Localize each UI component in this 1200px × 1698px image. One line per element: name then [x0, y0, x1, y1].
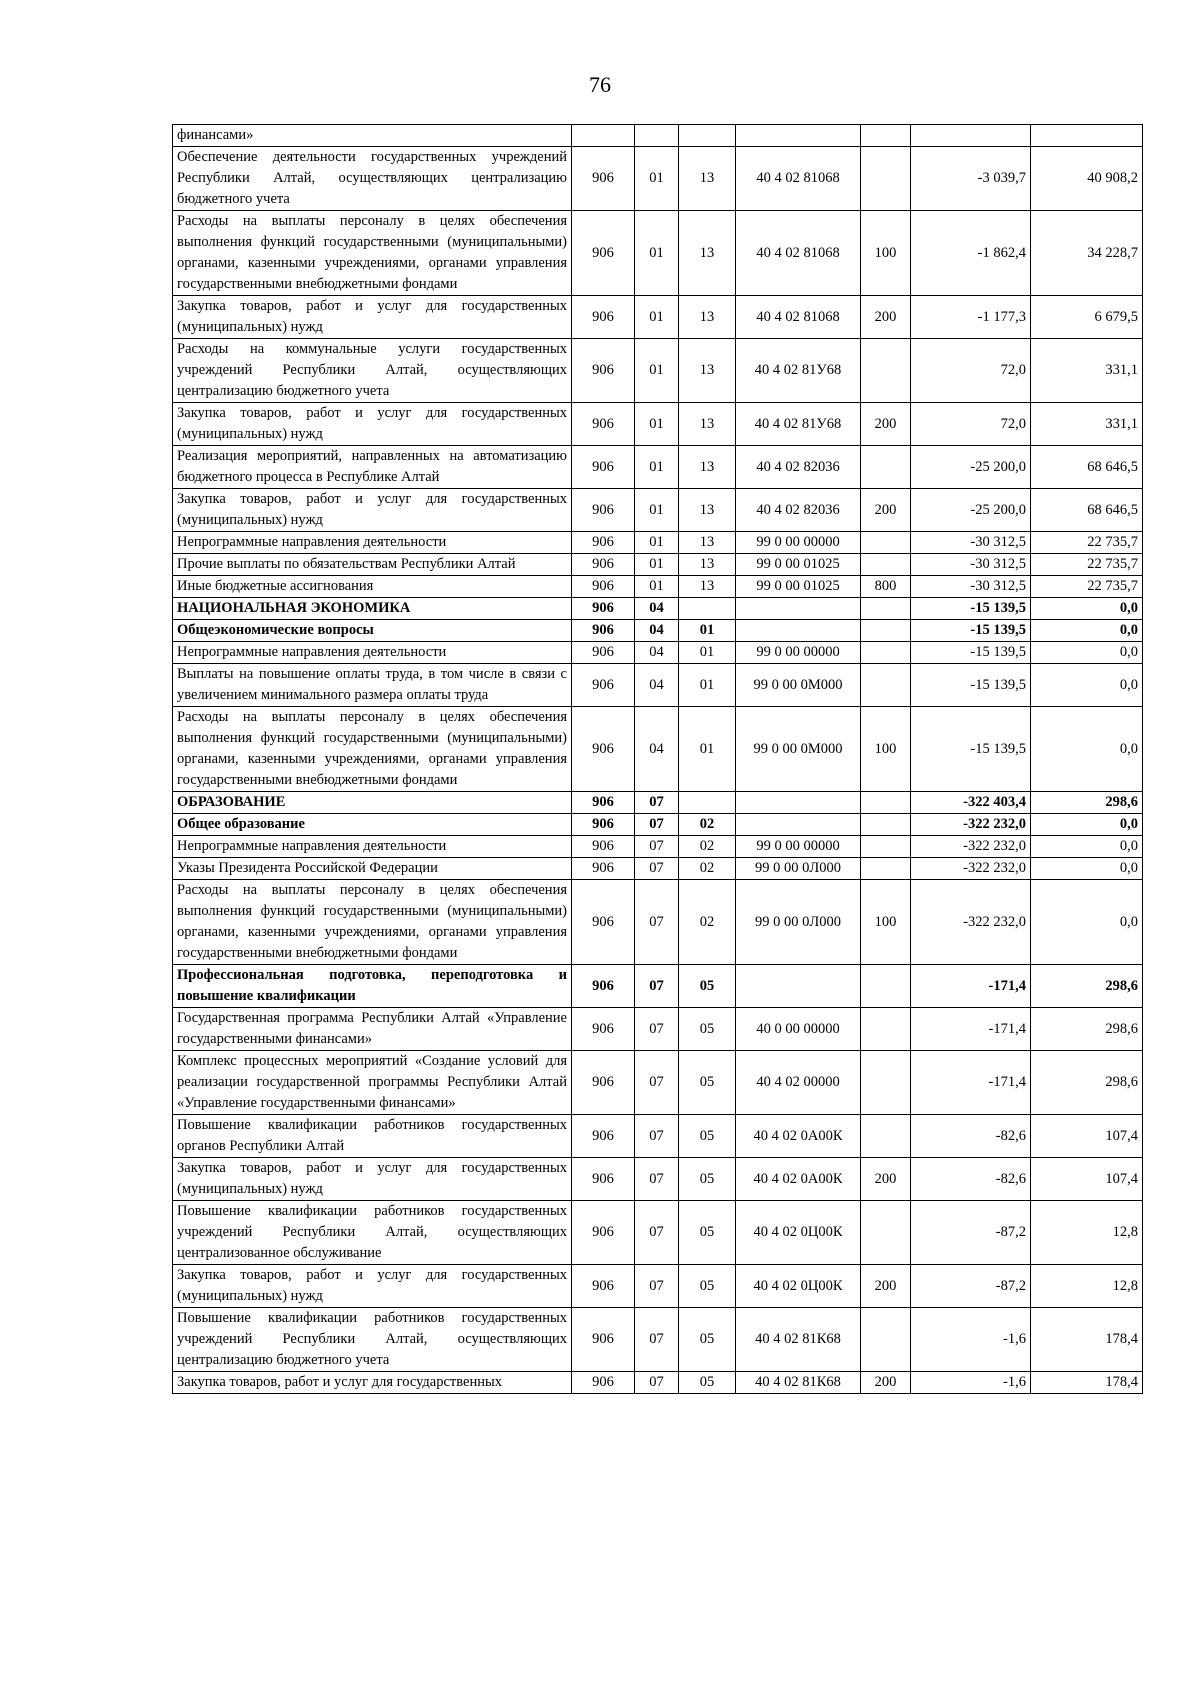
- row-amount-2: 331,1: [1031, 339, 1143, 403]
- table-row: [173, 296, 1143, 339]
- table-row: [173, 1372, 1143, 1394]
- table-row: [173, 211, 1143, 296]
- row-vr-code: [861, 1308, 911, 1372]
- row-vr-code: [861, 147, 911, 211]
- row-amount-2: 178,4: [1031, 1372, 1143, 1394]
- row-amount-1: -15 139,5: [911, 664, 1031, 707]
- row-name: Закупка товаров, работ и услуг для государственных (муниципальных) нужд: [173, 296, 572, 339]
- row-rz-code: 04: [635, 664, 679, 707]
- row-csr-code: 99 0 00 01025: [736, 554, 861, 576]
- row-gr-code: 906: [572, 642, 635, 664]
- row-csr-code: 40 4 02 81У68: [736, 339, 861, 403]
- row-rz-code: 07: [635, 1308, 679, 1372]
- row-amount-2: 0,0: [1031, 620, 1143, 642]
- table-row: [173, 576, 1143, 598]
- row-gr-code: 906: [572, 1201, 635, 1265]
- row-amount-2: 107,4: [1031, 1115, 1143, 1158]
- row-amount-1: -15 139,5: [911, 598, 1031, 620]
- row-rz-code: 01: [635, 576, 679, 598]
- row-amount-2: 331,1: [1031, 403, 1143, 446]
- table-row: [173, 147, 1143, 211]
- row-csr-code: 40 4 02 81К68: [736, 1372, 861, 1394]
- row-amount-1: -322 403,4: [911, 792, 1031, 814]
- row-amount-2: 22 735,7: [1031, 554, 1143, 576]
- row-amount-1: -30 312,5: [911, 532, 1031, 554]
- row-pr-code: 02: [679, 880, 736, 965]
- row-name: НАЦИОНАЛЬНАЯ ЭКОНОМИКА: [173, 598, 572, 620]
- row-amount-1: -171,4: [911, 1008, 1031, 1051]
- row-amount-1: -87,2: [911, 1265, 1031, 1308]
- row-rz-code: 01: [635, 211, 679, 296]
- row-rz-code: 01: [635, 147, 679, 211]
- row-gr-code: 906: [572, 664, 635, 707]
- row-amount-1: -1 862,4: [911, 211, 1031, 296]
- table-row: [173, 620, 1143, 642]
- row-amount-2: 298,6: [1031, 792, 1143, 814]
- row-vr-code: [861, 446, 911, 489]
- row-gr-code: 906: [572, 598, 635, 620]
- row-pr-code: 05: [679, 1158, 736, 1201]
- row-pr-code: 01: [679, 664, 736, 707]
- table-row: [173, 598, 1143, 620]
- row-amount-1: -171,4: [911, 965, 1031, 1008]
- row-vr-code: [861, 620, 911, 642]
- row-vr-code: 200: [861, 1265, 911, 1308]
- row-csr-code: 40 4 02 81У68: [736, 403, 861, 446]
- row-amount-1: 72,0: [911, 403, 1031, 446]
- row-vr-code: [861, 858, 911, 880]
- row-name: Расходы на выплаты персоналу в целях обеспечения выполнения функций государственными (муниципальными) органами, казенными учреждениями, органами управления государственными внебюджетными фондами: [173, 707, 572, 792]
- row-vr-code: [861, 642, 911, 664]
- row-pr-code: 13: [679, 446, 736, 489]
- table-row: [173, 1115, 1143, 1158]
- row-amount-1: -1,6: [911, 1372, 1031, 1394]
- row-csr-code: 40 4 02 81068: [736, 147, 861, 211]
- row-rz-code: 01: [635, 446, 679, 489]
- row-name: Непрограммные направления деятельности: [173, 532, 572, 554]
- row-pr-code: 13: [679, 532, 736, 554]
- row-csr-code: 99 0 00 01025: [736, 576, 861, 598]
- row-rz-code: 01: [635, 554, 679, 576]
- row-rz-code: 07: [635, 1265, 679, 1308]
- row-pr-code: 13: [679, 554, 736, 576]
- row-csr-code: 40 4 02 82036: [736, 489, 861, 532]
- row-amount-1: -1 177,3: [911, 296, 1031, 339]
- row-rz-code: 07: [635, 1051, 679, 1115]
- table-row: [173, 403, 1143, 446]
- row-csr-code: 40 4 02 0А00К: [736, 1115, 861, 1158]
- row-amount-2: 68 646,5: [1031, 489, 1143, 532]
- row-vr-code: 200: [861, 1158, 911, 1201]
- row-name: Закупка товаров, работ и услуг для государственных (муниципальных) нужд: [173, 1158, 572, 1201]
- table-row: [173, 1265, 1143, 1308]
- row-vr-code: [861, 1051, 911, 1115]
- row-name: Повышение квалификации работников государственных учреждений Республики Алтай, осуществляющих централизацию бюджетного учета: [173, 1308, 572, 1372]
- row-amount-1: -322 232,0: [911, 814, 1031, 836]
- row-name: Указы Президента Российской Федерации: [173, 858, 572, 880]
- row-rz-code: 04: [635, 642, 679, 664]
- row-amount-1: -322 232,0: [911, 880, 1031, 965]
- row-pr-code: 05: [679, 1308, 736, 1372]
- row-amount-2: 12,8: [1031, 1265, 1143, 1308]
- row-gr-code: 906: [572, 1265, 635, 1308]
- row-vr-code: [861, 1115, 911, 1158]
- row-gr-code: 906: [572, 576, 635, 598]
- table-row: [173, 339, 1143, 403]
- row-amount-1: -171,4: [911, 1051, 1031, 1115]
- row-rz-code: 07: [635, 880, 679, 965]
- row-rz-code: 01: [635, 532, 679, 554]
- row-amount-2: 6 679,5: [1031, 296, 1143, 339]
- row-rz-code: 07: [635, 1115, 679, 1158]
- row-name: Расходы на коммунальные услуги государственных учреждений Республики Алтай, осуществляющих централизацию бюджетного учета: [173, 339, 572, 403]
- table-row: [173, 664, 1143, 707]
- row-csr-code: [736, 598, 861, 620]
- row-amount-1: -15 139,5: [911, 620, 1031, 642]
- row-name: Расходы на выплаты персоналу в целях обеспечения выполнения функций государственными (муниципальными) органами, казенными учреждениями, органами управления государственными внебюджетными фондами: [173, 880, 572, 965]
- table-row: [173, 1201, 1143, 1265]
- row-name: Закупка товаров, работ и услуг для государственных: [173, 1372, 572, 1394]
- row-pr-code: 01: [679, 642, 736, 664]
- row-rz-code: 01: [635, 296, 679, 339]
- row-csr-code: 99 0 00 00000: [736, 836, 861, 858]
- row-rz-code: 07: [635, 792, 679, 814]
- row-pr-code: 02: [679, 858, 736, 880]
- row-amount-2: 40 908,2: [1031, 147, 1143, 211]
- row-amount-1: -15 139,5: [911, 642, 1031, 664]
- row-rz-code: [635, 125, 679, 147]
- row-pr-code: 05: [679, 1115, 736, 1158]
- row-csr-code: 40 0 00 00000: [736, 1008, 861, 1051]
- row-vr-code: 100: [861, 211, 911, 296]
- row-vr-code: 100: [861, 880, 911, 965]
- row-vr-code: [861, 836, 911, 858]
- row-csr-code: 99 0 00 00000: [736, 642, 861, 664]
- row-name: Закупка товаров, работ и услуг для государственных (муниципальных) нужд: [173, 403, 572, 446]
- row-vr-code: [861, 814, 911, 836]
- row-pr-code: 05: [679, 1051, 736, 1115]
- row-rz-code: 07: [635, 965, 679, 1008]
- row-amount-2: 298,6: [1031, 1008, 1143, 1051]
- row-rz-code: 07: [635, 1201, 679, 1265]
- table-row: [173, 1308, 1143, 1372]
- budget-table: [172, 124, 1143, 1394]
- table-row: [173, 125, 1143, 147]
- row-pr-code: 13: [679, 211, 736, 296]
- row-vr-code: [861, 1008, 911, 1051]
- row-amount-2: 22 735,7: [1031, 576, 1143, 598]
- row-name: Повышение квалификации работников государственных органов Республики Алтай: [173, 1115, 572, 1158]
- row-rz-code: 01: [635, 339, 679, 403]
- row-amount-2: 68 646,5: [1031, 446, 1143, 489]
- row-pr-code: 02: [679, 814, 736, 836]
- row-name: Государственная программа Республики Алтай «Управление государственными финансами»: [173, 1008, 572, 1051]
- row-amount-2: 298,6: [1031, 1051, 1143, 1115]
- row-vr-code: 200: [861, 296, 911, 339]
- row-name: ОБРАЗОВАНИЕ: [173, 792, 572, 814]
- row-csr-code: 40 4 02 81068: [736, 211, 861, 296]
- table-row: [173, 965, 1143, 1008]
- row-amount-2: 0,0: [1031, 814, 1143, 836]
- row-rz-code: 04: [635, 598, 679, 620]
- row-name: Общее образование: [173, 814, 572, 836]
- row-pr-code: [679, 125, 736, 147]
- row-amount-2: 34 228,7: [1031, 211, 1143, 296]
- row-gr-code: 906: [572, 339, 635, 403]
- row-rz-code: 07: [635, 814, 679, 836]
- table-row: [173, 707, 1143, 792]
- row-gr-code: 906: [572, 836, 635, 858]
- row-pr-code: 05: [679, 965, 736, 1008]
- row-amount-2: [1031, 125, 1143, 147]
- row-pr-code: 13: [679, 147, 736, 211]
- row-amount-2: 0,0: [1031, 642, 1143, 664]
- row-amount-1: -82,6: [911, 1115, 1031, 1158]
- row-name: Закупка товаров, работ и услуг для государственных (муниципальных) нужд: [173, 1265, 572, 1308]
- row-pr-code: 13: [679, 576, 736, 598]
- row-pr-code: 02: [679, 836, 736, 858]
- row-vr-code: [861, 598, 911, 620]
- table-row: [173, 489, 1143, 532]
- row-gr-code: 906: [572, 814, 635, 836]
- row-csr-code: [736, 620, 861, 642]
- row-amount-1: -30 312,5: [911, 576, 1031, 598]
- row-rz-code: 01: [635, 403, 679, 446]
- row-amount-1: -82,6: [911, 1158, 1031, 1201]
- table-row: [173, 836, 1143, 858]
- row-rz-code: 07: [635, 1158, 679, 1201]
- row-amount-1: 72,0: [911, 339, 1031, 403]
- row-rz-code: 07: [635, 1008, 679, 1051]
- row-pr-code: 13: [679, 296, 736, 339]
- row-name: Прочие выплаты по обязательствам Республики Алтай: [173, 554, 572, 576]
- row-name: Комплекс процессных мероприятий «Создание условий для реализации государственной программы Республики Алтай «Управление государственными финансами»: [173, 1051, 572, 1115]
- row-rz-code: 07: [635, 1372, 679, 1394]
- row-csr-code: [736, 814, 861, 836]
- row-amount-2: 178,4: [1031, 1308, 1143, 1372]
- row-amount-2: 0,0: [1031, 880, 1143, 965]
- row-gr-code: 906: [572, 707, 635, 792]
- row-pr-code: 01: [679, 620, 736, 642]
- table-row: [173, 814, 1143, 836]
- row-name: Закупка товаров, работ и услуг для государственных (муниципальных) нужд: [173, 489, 572, 532]
- row-vr-code: 200: [861, 1372, 911, 1394]
- row-gr-code: 906: [572, 880, 635, 965]
- row-gr-code: 906: [572, 1158, 635, 1201]
- row-rz-code: 04: [635, 620, 679, 642]
- row-pr-code: 05: [679, 1201, 736, 1265]
- row-vr-code: 100: [861, 707, 911, 792]
- row-vr-code: [861, 554, 911, 576]
- row-vr-code: [861, 792, 911, 814]
- row-amount-2: 0,0: [1031, 598, 1143, 620]
- row-name: Профессиональная подготовка, переподготовка и повышение квалификации: [173, 965, 572, 1008]
- row-amount-2: 0,0: [1031, 664, 1143, 707]
- row-amount-2: 12,8: [1031, 1201, 1143, 1265]
- row-csr-code: 40 4 02 81К68: [736, 1308, 861, 1372]
- row-amount-1: -322 232,0: [911, 836, 1031, 858]
- row-name: Обеспечение деятельности государственных учреждений Республики Алтай, осуществляющих централизацию бюджетного учета: [173, 147, 572, 211]
- row-gr-code: 906: [572, 1008, 635, 1051]
- row-amount-2: 0,0: [1031, 707, 1143, 792]
- row-vr-code: [861, 339, 911, 403]
- row-amount-2: 107,4: [1031, 1158, 1143, 1201]
- row-amount-2: 0,0: [1031, 858, 1143, 880]
- table-row: [173, 1158, 1143, 1201]
- row-csr-code: 40 4 02 0Ц00К: [736, 1201, 861, 1265]
- row-rz-code: 07: [635, 858, 679, 880]
- row-amount-1: -1,6: [911, 1308, 1031, 1372]
- row-csr-code: 99 0 00 0Л000: [736, 858, 861, 880]
- row-pr-code: 05: [679, 1008, 736, 1051]
- row-gr-code: 906: [572, 532, 635, 554]
- table-row: [173, 1051, 1143, 1115]
- table-row: [173, 792, 1143, 814]
- row-gr-code: 906: [572, 792, 635, 814]
- row-amount-2: 0,0: [1031, 836, 1143, 858]
- row-gr-code: 906: [572, 965, 635, 1008]
- row-gr-code: 906: [572, 554, 635, 576]
- row-pr-code: 05: [679, 1265, 736, 1308]
- row-vr-code: [861, 664, 911, 707]
- row-amount-1: -25 200,0: [911, 446, 1031, 489]
- row-pr-code: [679, 598, 736, 620]
- row-name: Непрограммные направления деятельности: [173, 642, 572, 664]
- table-row: [173, 532, 1143, 554]
- row-csr-code: [736, 965, 861, 1008]
- row-csr-code: 99 0 00 0Л000: [736, 880, 861, 965]
- table-row: [173, 880, 1143, 965]
- row-csr-code: 99 0 00 00000: [736, 532, 861, 554]
- row-vr-code: 200: [861, 403, 911, 446]
- row-name: Общеэкономические вопросы: [173, 620, 572, 642]
- row-csr-code: 99 0 00 0М000: [736, 707, 861, 792]
- row-gr-code: 906: [572, 1115, 635, 1158]
- row-csr-code: 40 4 02 0Ц00К: [736, 1265, 861, 1308]
- row-gr-code: 906: [572, 211, 635, 296]
- row-gr-code: 906: [572, 403, 635, 446]
- row-gr-code: 906: [572, 296, 635, 339]
- row-rz-code: 07: [635, 836, 679, 858]
- row-rz-code: 01: [635, 489, 679, 532]
- row-pr-code: 13: [679, 403, 736, 446]
- row-csr-code: [736, 792, 861, 814]
- row-amount-1: -15 139,5: [911, 707, 1031, 792]
- row-gr-code: 906: [572, 858, 635, 880]
- table-row: [173, 446, 1143, 489]
- row-name: Непрограммные направления деятельности: [173, 836, 572, 858]
- row-csr-code: 99 0 00 0М000: [736, 664, 861, 707]
- row-amount-1: -87,2: [911, 1201, 1031, 1265]
- row-pr-code: [679, 792, 736, 814]
- row-amount-1: -322 232,0: [911, 858, 1031, 880]
- row-pr-code: 01: [679, 707, 736, 792]
- row-gr-code: 906: [572, 446, 635, 489]
- row-vr-code: 200: [861, 489, 911, 532]
- row-vr-code: [861, 1201, 911, 1265]
- table-row: [173, 642, 1143, 664]
- row-name: Иные бюджетные ассигнования: [173, 576, 572, 598]
- row-name: Повышение квалификации работников государственных учреждений Республики Алтай, осуществляющих централизованное обслуживание: [173, 1201, 572, 1265]
- row-name: финансами»: [173, 125, 572, 147]
- row-csr-code: 40 4 02 00000: [736, 1051, 861, 1115]
- row-name: Реализация мероприятий, направленных на автоматизацию бюджетного процесса в Республике Алтай: [173, 446, 572, 489]
- row-gr-code: 906: [572, 1051, 635, 1115]
- row-pr-code: 05: [679, 1372, 736, 1394]
- row-gr-code: 906: [572, 489, 635, 532]
- row-vr-code: [861, 965, 911, 1008]
- row-amount-2: 22 735,7: [1031, 532, 1143, 554]
- row-gr-code: 906: [572, 620, 635, 642]
- row-gr-code: 906: [572, 1372, 635, 1394]
- table-row: [173, 1008, 1143, 1051]
- row-gr-code: [572, 125, 635, 147]
- row-pr-code: 13: [679, 339, 736, 403]
- budget-table-body: [173, 125, 1143, 1394]
- page-number: 76: [589, 72, 611, 97]
- row-amount-1: [911, 125, 1031, 147]
- row-csr-code: 40 4 02 0А00К: [736, 1158, 861, 1201]
- row-rz-code: 04: [635, 707, 679, 792]
- table-row: [173, 858, 1143, 880]
- row-vr-code: 800: [861, 576, 911, 598]
- row-pr-code: 13: [679, 489, 736, 532]
- row-csr-code: 40 4 02 82036: [736, 446, 861, 489]
- row-name: Выплаты на повышение оплаты труда, в том числе в связи с увеличением минимального размера оплаты труда: [173, 664, 572, 707]
- row-name: Расходы на выплаты персоналу в целях обеспечения выполнения функций государственными (муниципальными) органами, казенными учреждениями, органами управления государственными внебюджетными фондами: [173, 211, 572, 296]
- row-amount-2: 298,6: [1031, 965, 1143, 1008]
- row-vr-code: [861, 125, 911, 147]
- row-gr-code: 906: [572, 1308, 635, 1372]
- row-csr-code: [736, 125, 861, 147]
- table-row: [173, 554, 1143, 576]
- row-amount-1: -3 039,7: [911, 147, 1031, 211]
- row-csr-code: 40 4 02 81068: [736, 296, 861, 339]
- row-amount-1: -25 200,0: [911, 489, 1031, 532]
- row-gr-code: 906: [572, 147, 635, 211]
- row-vr-code: [861, 532, 911, 554]
- row-amount-1: -30 312,5: [911, 554, 1031, 576]
